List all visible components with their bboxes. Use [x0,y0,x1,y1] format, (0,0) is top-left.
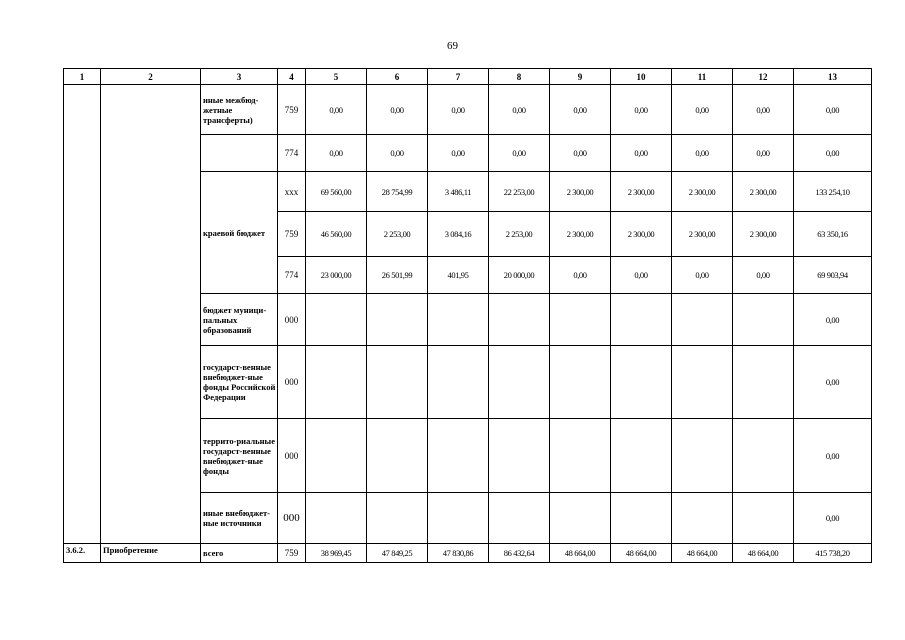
value-cell: 2 300,00 [733,172,794,212]
value-cell [367,419,428,493]
column-header: 4 [278,69,306,85]
column-header: 3 [201,69,278,85]
value-cell: 0,00 [428,135,489,172]
column-header: 8 [489,69,550,85]
value-cell: 47 849,25 [367,544,428,563]
value-cell: 48 664,00 [550,544,611,563]
page-number: 69 [447,40,458,52]
value-cell: 3 084,16 [428,212,489,257]
column-header: 1 [64,69,101,85]
value-cell [428,419,489,493]
value-cell: 2 253,00 [367,212,428,257]
value-cell: 69 560,00 [306,172,367,212]
value-cell: 0,00 [672,135,733,172]
value-cell: 0,00 [489,85,550,135]
code-cell: 000 [278,493,306,544]
value-cell: 2 300,00 [550,172,611,212]
row-number-cell [64,85,101,544]
value-cell: 2 300,00 [672,212,733,257]
value-cell [489,493,550,544]
value-cell: 2 300,00 [550,212,611,257]
value-cell [672,346,733,419]
total-cell: 0,00 [794,346,872,419]
value-cell [611,346,672,419]
value-cell: 0,00 [550,257,611,294]
total-cell: 0,00 [794,85,872,135]
value-cell [733,346,794,419]
value-cell [611,419,672,493]
value-cell: 2 300,00 [672,172,733,212]
funding-source: иные межбюд-жетные трансферты) [201,85,278,135]
code-cell: 000 [278,294,306,346]
value-cell [733,493,794,544]
value-cell [733,294,794,346]
value-cell: 0,00 [550,135,611,172]
value-cell: 0,00 [733,135,794,172]
value-cell: 0,00 [733,257,794,294]
value-cell [306,493,367,544]
column-header: 9 [550,69,611,85]
code-cell: 759 [278,212,306,257]
code-cell: 759 [278,544,306,563]
value-cell: 0,00 [367,135,428,172]
row-number: 3.6.2. [64,544,101,563]
column-header: 5 [306,69,367,85]
funding-source: бюджет муници-пальных образований [201,294,278,346]
value-cell: 0,00 [733,85,794,135]
column-header: 7 [428,69,489,85]
value-cell [672,419,733,493]
table-row [64,85,872,135]
total-cell: 0,00 [794,419,872,493]
total-cell: 63 350,16 [794,212,872,257]
header-row [64,69,872,85]
column-header: 11 [672,69,733,85]
value-cell: 0,00 [306,135,367,172]
value-cell: 2 300,00 [611,172,672,212]
value-cell: 0,00 [611,85,672,135]
value-cell [306,419,367,493]
value-cell: 23 000,00 [306,257,367,294]
value-cell [489,294,550,346]
value-cell: 2 300,00 [611,212,672,257]
value-cell: 47 830,86 [428,544,489,563]
value-cell [550,419,611,493]
value-cell: 0,00 [367,85,428,135]
value-cell [672,493,733,544]
value-cell: 46 560,00 [306,212,367,257]
funding-source [201,135,278,172]
column-header: 6 [367,69,428,85]
value-cell: 0,00 [489,135,550,172]
total-cell: 0,00 [794,294,872,346]
value-cell: 48 664,00 [672,544,733,563]
code-cell: ххх [278,172,306,212]
total-cell: 133 254,10 [794,172,872,212]
value-cell: 86 432,64 [489,544,550,563]
value-cell: 3 486,11 [428,172,489,212]
value-cell: 0,00 [611,135,672,172]
value-cell: 0,00 [611,257,672,294]
value-cell: 38 969,45 [306,544,367,563]
value-cell [550,493,611,544]
code-cell: 000 [278,346,306,419]
code-cell: 774 [278,135,306,172]
value-cell [611,294,672,346]
value-cell: 2 300,00 [733,212,794,257]
value-cell: 22 253,00 [489,172,550,212]
table-row [64,544,872,563]
funding-source: краевой бюджет [201,172,278,294]
value-cell [489,346,550,419]
value-cell: 0,00 [672,257,733,294]
value-cell [550,346,611,419]
value-cell: 0,00 [550,85,611,135]
code-cell: 759 [278,85,306,135]
value-cell [367,294,428,346]
value-cell [733,419,794,493]
value-cell: 0,00 [306,85,367,135]
row-name-cell [101,85,201,544]
value-cell: 0,00 [672,85,733,135]
value-cell [489,419,550,493]
column-header: 2 [101,69,201,85]
value-cell: 26 501,99 [367,257,428,294]
funding-source: иные внебюджет-ные источники [201,493,278,544]
value-cell [306,294,367,346]
value-cell [428,493,489,544]
value-cell: 2 253,00 [489,212,550,257]
value-cell [306,346,367,419]
column-header: 10 [611,69,672,85]
value-cell [367,346,428,419]
value-cell [428,294,489,346]
budget-table [63,68,872,563]
value-cell [428,346,489,419]
column-header: 12 [733,69,794,85]
value-cell: 28 754,99 [367,172,428,212]
funding-source: всего [201,544,278,563]
total-cell: 69 903,94 [794,257,872,294]
value-cell: 20 000,00 [489,257,550,294]
code-cell: 000 [278,419,306,493]
value-cell [550,294,611,346]
row-name: Приобретение [101,544,201,563]
code-cell: 774 [278,257,306,294]
funding-source: террито-риальные государст-венные внебюджет-ные фонды [201,419,278,493]
total-cell: 0,00 [794,135,872,172]
value-cell [672,294,733,346]
value-cell [611,493,672,544]
funding-source: государст-венные внебюджет-ные фонды Российской Федерации [201,346,278,419]
column-header: 13 [794,69,872,85]
value-cell: 48 664,00 [733,544,794,563]
total-cell: 415 738,20 [794,544,872,563]
total-cell: 0,00 [794,493,872,544]
value-cell: 401,95 [428,257,489,294]
value-cell: 48 664,00 [611,544,672,563]
value-cell [367,493,428,544]
value-cell: 0,00 [428,85,489,135]
